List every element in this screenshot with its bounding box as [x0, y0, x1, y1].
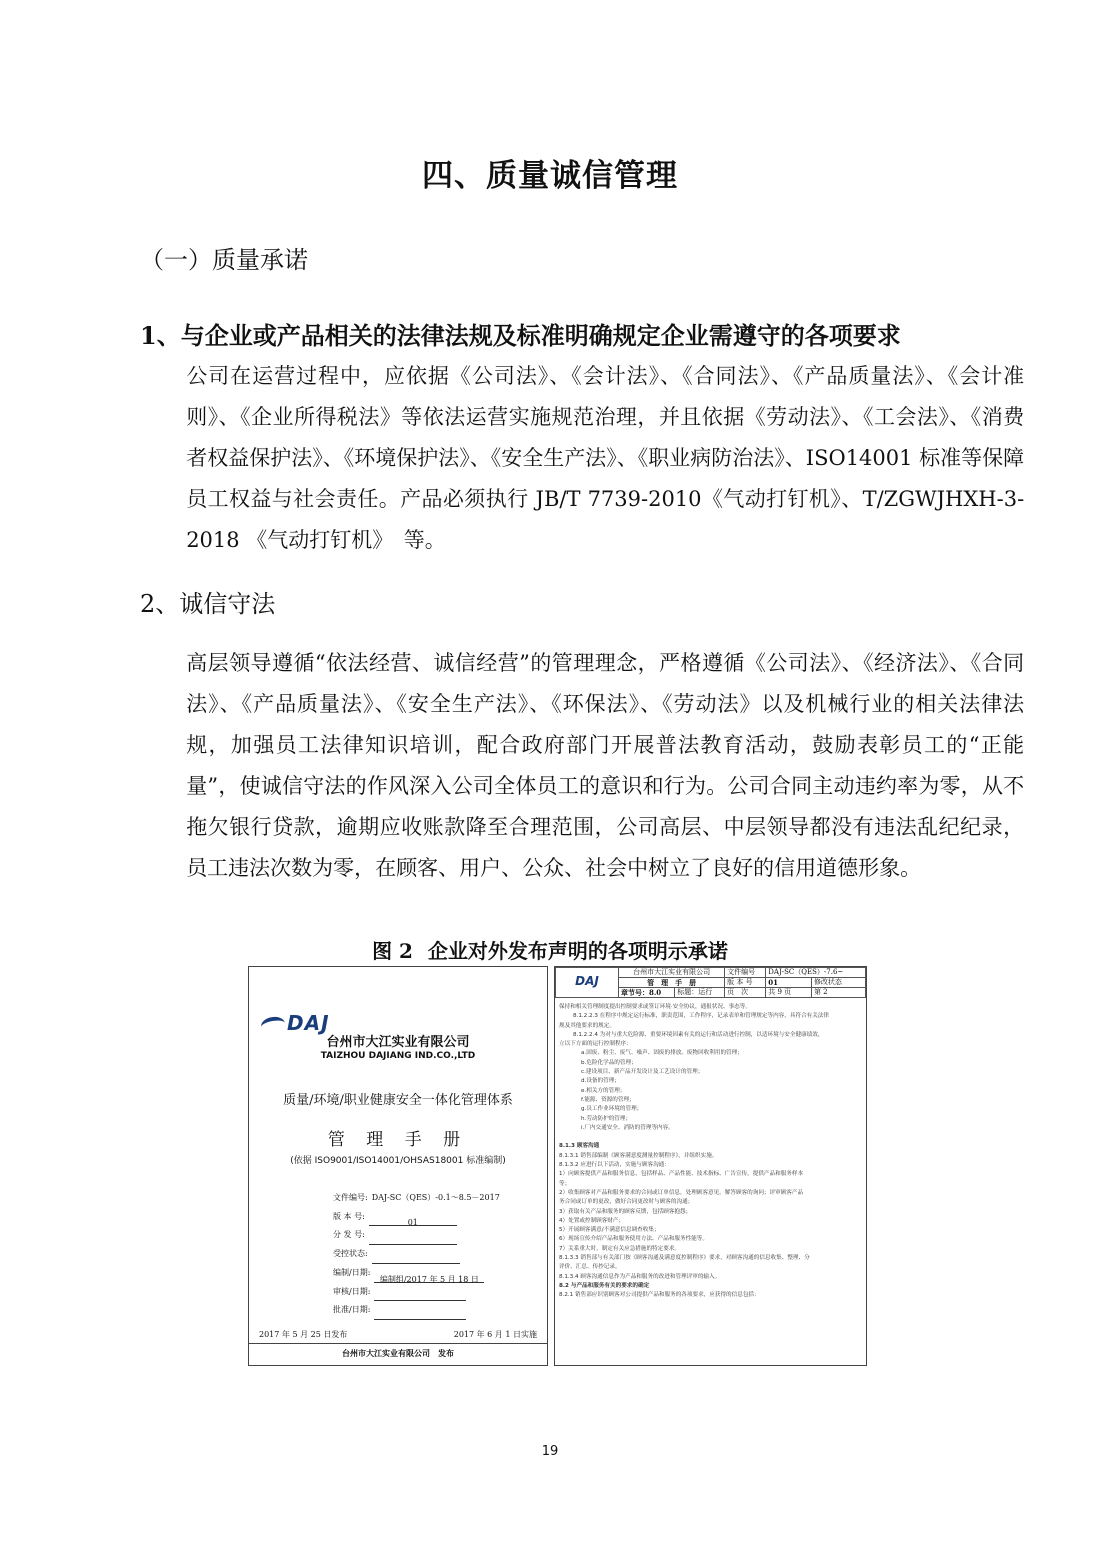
manual-line: 5）开展顾客满意/不满意信息调查收集； — [559, 1227, 660, 1234]
cover-dates — [259, 1329, 537, 1340]
header-company: 台州市大江实业有限公司 — [619, 968, 725, 978]
manual-title: 管 理 手 册 — [327, 1130, 469, 1150]
field-value — [374, 1308, 466, 1320]
header-page-no: 第 2 — [811, 988, 865, 998]
manual-page-image — [554, 966, 867, 1366]
field-value: 编制组/2017 年 5 月 18 日 — [374, 1271, 484, 1283]
manual-page-header — [555, 967, 866, 998]
standard-basis: (依据 ISO9001/ISO14001/OHSAS18001 标准编制) — [290, 1156, 506, 1166]
field-label: 编制/日期: — [333, 1267, 371, 1277]
manual-line: a.固废、粉尘、废气、噪声、固废的排放、废物回收利用的管理； — [581, 1050, 743, 1057]
field-value: 01 — [369, 1214, 457, 1226]
field-row — [333, 1264, 500, 1283]
manual-cover-image — [248, 966, 548, 1366]
manual-line: c.建设项目、新产品开发设计及工艺设计的管理； — [581, 1069, 704, 1076]
company-name-en: TAIZHOU DAJIANG IND.CO.,LTD — [320, 1051, 476, 1061]
field-value — [372, 1252, 460, 1264]
manual-page-body — [559, 1003, 862, 1301]
figure-caption — [0, 935, 1100, 964]
page-number: 19 — [541, 1444, 559, 1459]
manual-line: 7）关系重大时，制定有关应急措施的特定要求。 — [559, 1245, 681, 1252]
field-label: 受控状态: — [333, 1249, 368, 1259]
field-row — [333, 1283, 500, 1302]
field-label: 文件编号: — [333, 1193, 368, 1202]
header-page-total: 共 9 页 — [766, 988, 812, 998]
publisher: 台州市大江实业有限公司 发布 — [342, 1348, 454, 1358]
manual-line: 8.2 与产品和服务有关的要求的确定 — [559, 1282, 650, 1289]
header-version: 01 — [766, 978, 812, 988]
logo-text: DAJ — [575, 974, 599, 988]
header-version-label: 版 本 号 — [725, 978, 766, 988]
paragraph-2: 高层领导遵循“依法经营、诚信经营”的管理理念，严格遵循《公司法》、《经济法》、《合同法》、《产品质量法》、《安全生产法》、《环保法》、《劳动法》以及机械行业的相关法律法规，加强员工法律知识培训，配合政府部门开展普法教育活动，鼓励表彰员工的“正能量”，使诚信守法的作风深入公司全体员工的意识和行为。公司合同主动违约率为零，从不拖欠银行贷款，逾期应收账款降至合理范围，公司高层、中层领导都没有违法乱纪纪录，员工违法次数为零，在顾客、用户、公众、社会中树立了良好的信用道德形象。 — [186, 651, 1025, 880]
subsection-heading-1: 1、与企业或产品相关的法律法规及标准明确规定企业需遵守的各项要求 — [140, 321, 901, 350]
company-name-cn: 台州市大江实业有限公司 — [326, 1035, 470, 1050]
header-doc-no: DAJ-SC（QES）-7.6~ — [766, 968, 866, 978]
field-row — [333, 1208, 500, 1227]
manual-line: 8.1.3 顾客沟通 — [559, 1143, 600, 1150]
cover-fields — [333, 1189, 500, 1320]
field-label: 版 本 号: — [333, 1211, 365, 1221]
manual-line: d.设备的管理； — [581, 1078, 620, 1085]
issue-date: 2017 年 5 月 25 日发布 — [259, 1330, 348, 1339]
publisher-divider — [249, 1343, 547, 1344]
header-page-label: 页 次 — [725, 988, 766, 998]
manual-line: 1）向顾客提供产品和服务信息，包括样品、产品性能、技术指标、广告宣传，提供产品和服务样本 — [559, 1171, 804, 1178]
manual-line — [559, 1133, 862, 1142]
manual-line: 保持和相关管理制度提出控制要求或签订环境·安全协议，通报状况、事态等。 — [559, 1004, 751, 1010]
field-row — [333, 1301, 500, 1320]
manual-line: 8.2.1 销售部应识别顾客对公司提供产品和服务的各项要求，应获得的信息包括： — [559, 1292, 760, 1299]
field-row — [333, 1245, 500, 1264]
paragraph-1: 公司在运营过程中，应依据《公司法》、《会计法》、《合同法》、《产品质量法》、《会计准则》、《企业所得税法》等依法运营实施规范治理，并且依据《劳动法》、《工会法》、《消费者权益保护法》、《环境保护法》、《安全生产法》、《职业病防治法》、ISO14001 标准等保障员工权益与社会责任。产品必须执行 JB/T 7739-2010《气动打钉机》、T/ZGWJHXH-3-2018 《气动打钉机》 等。 — [186, 364, 1025, 552]
manual-line: 6）现场宣传介绍产品和服务使用方法、产品和服务性能等。 — [559, 1236, 708, 1243]
field-row — [333, 1226, 500, 1245]
manual-line: 8.1.3.3 销售部与有关部门按《顾客沟通及满意度控制程序》要求，对顾客沟通的信息收集、整理、分 — [559, 1255, 810, 1262]
manual-line: 评价、汇总、传抄记录。 — [559, 1264, 621, 1271]
manual-line: 8.1.2.2.3 在程序中规定运行标准，职责范围，工作程序，记录表单和管理规定等内容，具符合有关法律 — [573, 1013, 830, 1020]
manual-line: 3）获取有关产品和服务的顾客反馈，包括顾客抱怨； — [559, 1208, 692, 1215]
manual-line: f.能源、资源的管理； — [581, 1096, 635, 1103]
manual-line: 务合同或订单的更改，做好合同更改时与顾客的沟通； — [559, 1199, 694, 1206]
manual-line: 2）收集顾客对产品和服务要求的合同或订单信息，处理顾客意见，解答顾客的询问；评审顾客产品 — [559, 1189, 804, 1196]
effective-date: 2017 年 6 月 1 日实施 — [453, 1330, 537, 1339]
section-heading: （一）质量承诺 — [140, 246, 308, 274]
manual-line: 等； — [559, 1180, 571, 1187]
header-chapter: 章节号：8.0 — [619, 988, 675, 998]
page-title: 四、质量诚信管理 — [422, 158, 678, 194]
manual-line: 8.1.3.4 顾客沟通信息作为产品和服务的改进和管理评审的输入。 — [559, 1273, 721, 1280]
header-logo — [556, 968, 619, 998]
field-label: 分 发 号: — [333, 1230, 365, 1240]
manual-line: 立以下方面的运行控制程序： — [559, 1041, 632, 1048]
field-label: 审核/日期: — [333, 1286, 371, 1296]
subsection-heading-2: 2、诚信守法 — [140, 590, 276, 618]
manual-line: e.相关方的管理； — [581, 1087, 626, 1094]
manual-line: 8.1.3.1 销售部编制《顾客满意度测量控制程序》，并组织实施。 — [559, 1152, 718, 1159]
field-value — [374, 1289, 466, 1301]
manual-line: 4）处置或控制顾客财产； — [559, 1217, 625, 1224]
manual-line: 8.1.2.2.4 为对与重大危险源、重要环境因素有关的运行和活动进行控制，以适环境与安全健康绩效， — [573, 1031, 824, 1038]
manual-line: g.员工作业环境的管理； — [581, 1106, 643, 1113]
manual-line: h.劳动防护的管理； — [581, 1115, 632, 1122]
manual-line: b.危险化学品的管理； — [581, 1059, 637, 1066]
management-system-title: 质量/环境/职业健康安全一体化管理体系 — [283, 1093, 513, 1108]
manual-line: 8.1.3.2 应进行以下活动，实施与顾客沟通： — [559, 1162, 670, 1169]
header-doc-no-label: 文件编号 — [725, 968, 766, 978]
manual-line: i.厂内交通安全、消防的管理等内容。 — [581, 1124, 674, 1131]
header-subject: 标题：运行 — [675, 988, 725, 998]
field-label: 批准/日期: — [333, 1305, 371, 1315]
header-revision-label: 修改状态 — [811, 978, 865, 988]
logo-text: DAJ — [287, 1011, 330, 1035]
field-value — [369, 1233, 457, 1245]
figure-caption-text: 企业对外发布声明的各项明示承诺 — [427, 939, 728, 963]
field-value: DAJ-SC（QES）-0.1～8.5－2017 — [371, 1193, 500, 1202]
field-row — [333, 1189, 500, 1208]
figure-label: 图 2 — [372, 939, 413, 963]
header-manual-title: 管 理 手 册 — [619, 978, 725, 988]
manual-line: 规及其他要求的规定。 — [559, 1022, 615, 1029]
